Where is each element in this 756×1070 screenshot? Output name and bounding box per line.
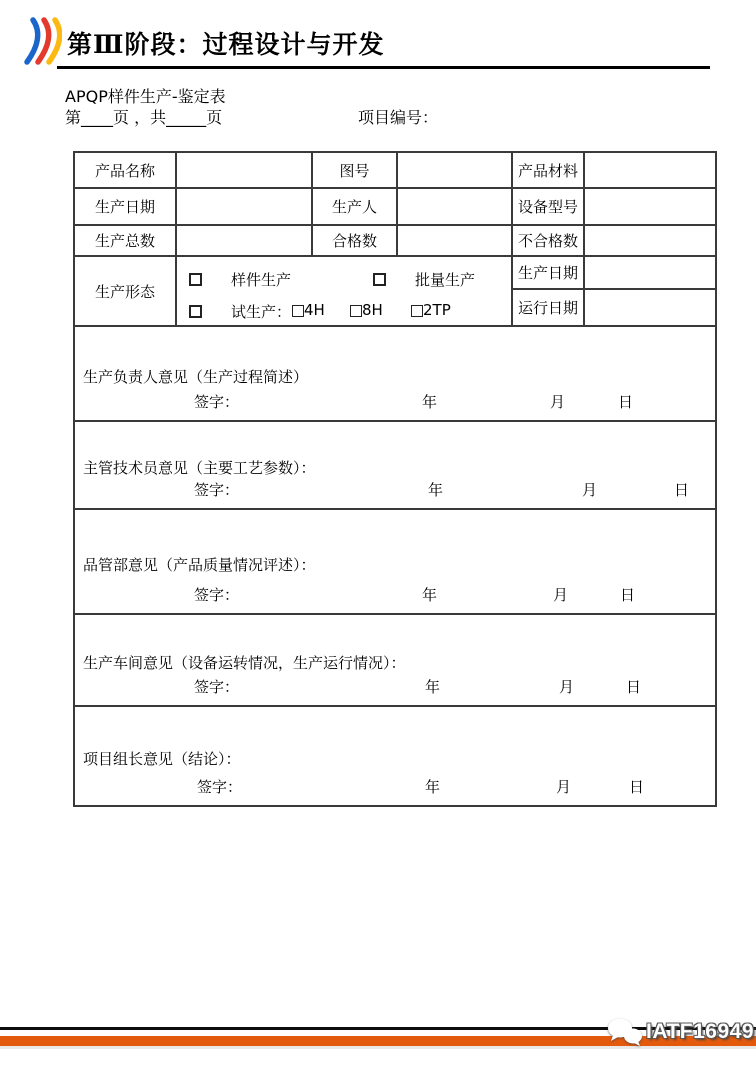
form-title: APQP样件生产-鉴定表 (65, 87, 226, 106)
quality-dept-opinion-section (74, 509, 716, 614)
trial-4h-option: 4H (292, 301, 325, 319)
month-label: 月 (559, 678, 575, 696)
sample-production-checkbox (189, 273, 202, 286)
product-material-label: 产品材料 (512, 152, 584, 188)
production-total-label: 生产总数 (74, 225, 176, 256)
trial-2tp-checkbox (411, 305, 423, 317)
section-title: 主管技术员意见（主要工艺参数）： (83, 459, 316, 477)
page-title: 第Ⅲ阶段：过程设计与开发 (67, 32, 385, 59)
production-date-value (176, 188, 312, 225)
page-counter: 第____页 ，共_____页 (65, 108, 223, 127)
production-date-label: 生产日期 (74, 188, 176, 225)
watermark (607, 1015, 754, 1049)
day-label: 日 (674, 481, 690, 499)
trial-production-checkbox (189, 305, 202, 318)
title-underline (57, 66, 710, 69)
production-mode-row (74, 256, 716, 289)
table-row (74, 152, 716, 188)
wechat-icon (607, 1017, 643, 1047)
workshop-opinion-section (74, 614, 716, 706)
production-manager-opinion-section (74, 326, 716, 421)
month-label: 月 (582, 481, 598, 499)
production-total-value (176, 225, 312, 256)
month-label: 月 (556, 778, 572, 796)
technician-opinion-section (74, 421, 716, 509)
sign-label: 签字： (197, 778, 243, 796)
product-name-value (176, 152, 312, 188)
run-date-label: 运行日期 (512, 289, 584, 326)
sign-label: 签字： (194, 678, 240, 696)
section-title: 生产负责人意见（生产过程简述） (83, 367, 309, 386)
section-title: 品管部意见（产品质量情况评述）： (83, 555, 316, 574)
trial-8h-option: 8H (350, 301, 383, 319)
year-label: 年 (425, 778, 441, 796)
product-name-label: 产品名称 (74, 152, 176, 188)
batch-production-option: 批量生产 (415, 271, 476, 289)
table-row (74, 225, 716, 256)
day-label: 日 (629, 778, 645, 796)
equipment-model-label: 设备型号 (512, 188, 584, 225)
equipment-model-value (584, 188, 716, 225)
year-label: 年 (422, 586, 438, 604)
year-label: 年 (425, 678, 441, 696)
month-label: 月 (550, 393, 566, 411)
sign-label: 签字： (194, 393, 240, 411)
day-label: 日 (620, 586, 636, 604)
mode-production-date-value (584, 256, 716, 289)
drawing-no-label: 图号 (312, 152, 397, 188)
producer-label: 生产人 (312, 188, 397, 225)
table-row (74, 188, 716, 225)
sign-label: 签字： (194, 481, 240, 499)
project-leader-opinion-section (74, 706, 716, 806)
trial-8h-checkbox (350, 305, 362, 317)
qualified-qty-label: 合格数 (312, 225, 397, 256)
unqualified-qty-label: 不合格数 (512, 225, 584, 256)
project-number-label: 项目编号： (358, 108, 439, 127)
sign-label: 签字： (194, 586, 240, 604)
section-title: 项目组长意见（结论）： (83, 750, 241, 768)
triple-stroke-logo-icon (20, 16, 62, 66)
drawing-no-value (397, 152, 512, 188)
day-label: 日 (626, 678, 642, 696)
run-date-value (584, 289, 716, 326)
watermark-text: IATF16949 (646, 1020, 754, 1043)
qualified-qty-value (397, 225, 512, 256)
production-mode-label: 生产形态 (74, 256, 176, 326)
unqualified-qty-value (584, 225, 716, 256)
year-label: 年 (422, 393, 438, 411)
batch-production-checkbox (373, 273, 386, 286)
production-mode-options-cell (176, 256, 512, 326)
year-label: 年 (428, 481, 444, 499)
day-label: 日 (618, 393, 634, 411)
trial-4h-checkbox (292, 305, 304, 317)
trial-production-option: 试生产： (231, 303, 292, 321)
sample-production-option: 样件生产 (231, 271, 292, 289)
section-title: 生产车间意见（设备运转情况，生产运行情况）： (83, 654, 406, 672)
apqp-form-table (73, 151, 717, 807)
mode-production-date-label: 生产日期 (512, 256, 584, 289)
trial-2tp-option: 2TP (411, 301, 451, 319)
product-material-value (584, 152, 716, 188)
month-label: 月 (553, 586, 569, 604)
producer-value (397, 188, 512, 225)
